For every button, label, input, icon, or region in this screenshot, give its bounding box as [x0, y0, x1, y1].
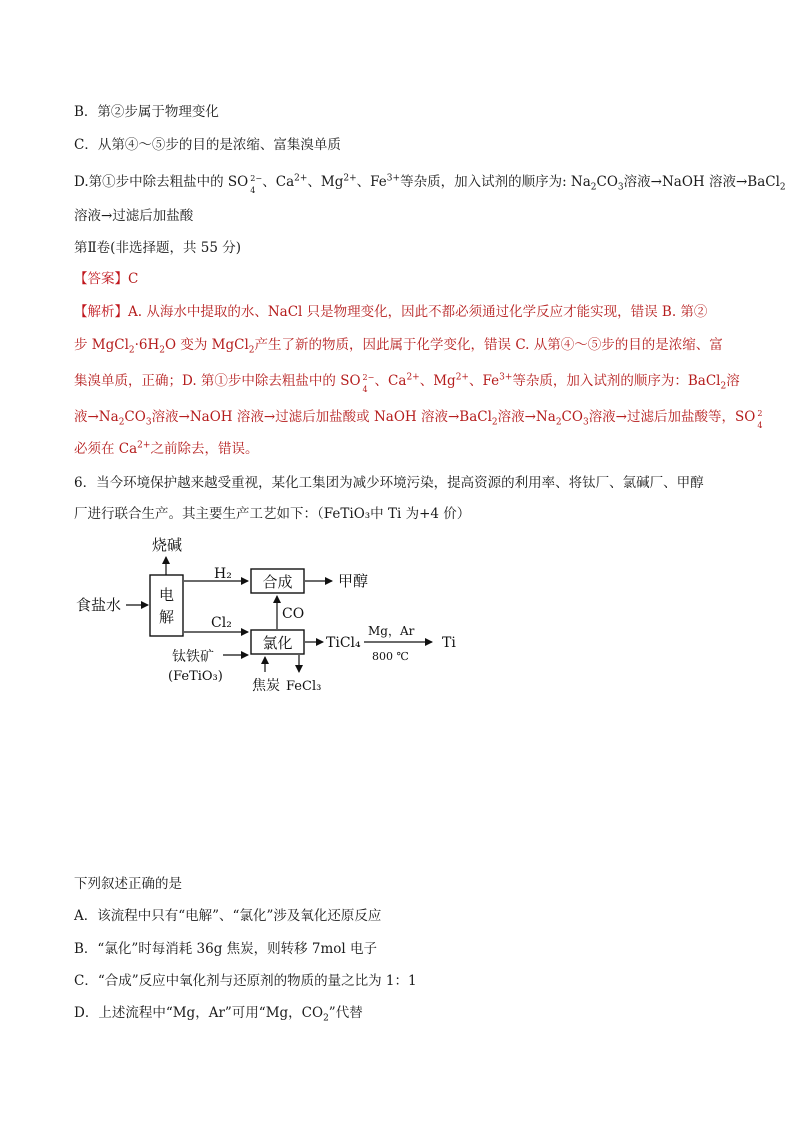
fecl3-label: FeCl₃ — [286, 679, 322, 694]
ilmenite-formula: (FeTiO₃) — [168, 669, 223, 684]
question-prompt: 下列叙述正确的是 — [74, 876, 182, 892]
option-a: A．该流程中只有“电解”、“氯化”涉及氧化还原反应 — [74, 908, 382, 924]
answer-label: 【答案】 — [74, 271, 128, 287]
analysis-line-4: 液$\to Na_2CO_3$溶液→NaOH 溶液→过滤后加盐酸或 NaOH 溶液→BaCl$_2$溶液$\to Na_2CO_3$溶液→过滤后加盐酸等，SO 2 4 — [74, 409, 763, 430]
ticl4-label: TiCl₄ — [326, 635, 361, 651]
q6-stem-line-1: 6．当今环境保护越来越受重视，某化工集团为减少环境污染，提高资源的利用率、将钛厂、氯碱厂、甲醇 — [74, 475, 704, 491]
electrolysis-label-1: 电 — [158, 586, 175, 604]
option-b: B．“氯化”时每消耗 36g 焦炭，则转移 7mol 电子 — [74, 941, 378, 957]
option-d: D．上述流程中“Mg，Ar”可用“Mg，$CO_2$”代替 — [74, 1005, 363, 1024]
answer-value: C — [128, 271, 139, 287]
electrolysis-box — [150, 575, 183, 636]
answer — [74, 269, 138, 289]
electrolysis-label-2: 解 — [158, 608, 175, 626]
option-d-prev-line2: 溶液→过滤后加盐酸 — [74, 208, 194, 224]
section-title: 第Ⅱ卷(非选择题，共 55 分) — [74, 240, 241, 256]
synthesis-label: 合成 — [262, 573, 293, 591]
ilmenite-label: 钛铁矿 — [172, 649, 214, 665]
chlorination-label: 氯化 — [262, 634, 293, 652]
analysis-line-3: 集溴单质，正确；D. 第①步中除去粗盐中的 SO 2− 4 、$Ca^{2+}$、$Mg^{2+}$、$Fe^{3+}$等杂质，加入试剂的顺序为：BaCl$_2$溶 — [74, 372, 740, 394]
option-c: C．“合成”反应中氧化剂与还原剂的物质的量之比为 1：1 — [74, 973, 417, 989]
condition-temperature: 800 ℃ — [372, 650, 409, 663]
methanol-label: 甲醇 — [338, 572, 369, 590]
coke-label: 焦炭 — [252, 678, 280, 694]
co-label: CO — [282, 606, 305, 622]
h2-label: H₂ — [214, 566, 232, 582]
option-d-prev: D.第①步中除去粗盐中的 SO 2− 4 、$Ca^{2+}$、$Mg^{2+}$、$Fe^{3+}$等杂质，加入试剂的顺序为: $Na_2CO_3$溶液→NaOH 溶液→BaCl$_2$ — [74, 173, 786, 195]
option-c-prev: C．从第④～⑤步的目的是浓缩、富集溴单质 — [74, 137, 341, 153]
brine-label: 食盐水 — [76, 596, 122, 614]
caustic-soda-label: 烧碱 — [152, 536, 183, 554]
analysis-line-2: 步 $MgCl_2\cdot 6H_2O$ 变为 MgCl$_2$产生了新的物质，因此属于化学变化，错误 C. 从第④～⑤步的目的是浓缩、富 — [74, 337, 723, 356]
analysis-line-1: 【解析】A. 从海水中提取的水、NaCl 只是物理变化，因此不都必须通过化学反应才能实现，错误 B. 第② — [74, 304, 708, 320]
cl2-label: Cl₂ — [211, 615, 232, 631]
q6-stem-line-2: 厂进行联合生产。其主要生产工艺如下：（FeTiO₃中 Ti 为+4 价） — [74, 506, 471, 522]
ti-label: Ti — [442, 635, 456, 651]
analysis-line-5: 必须在 $Ca^{2+}$之前除去，错误。 — [74, 440, 259, 457]
process-flow-diagram — [74, 534, 474, 696]
option-b-prev: B．第②步属于物理变化 — [74, 104, 219, 120]
condition-mg-ar: Mg，Ar — [368, 624, 415, 638]
